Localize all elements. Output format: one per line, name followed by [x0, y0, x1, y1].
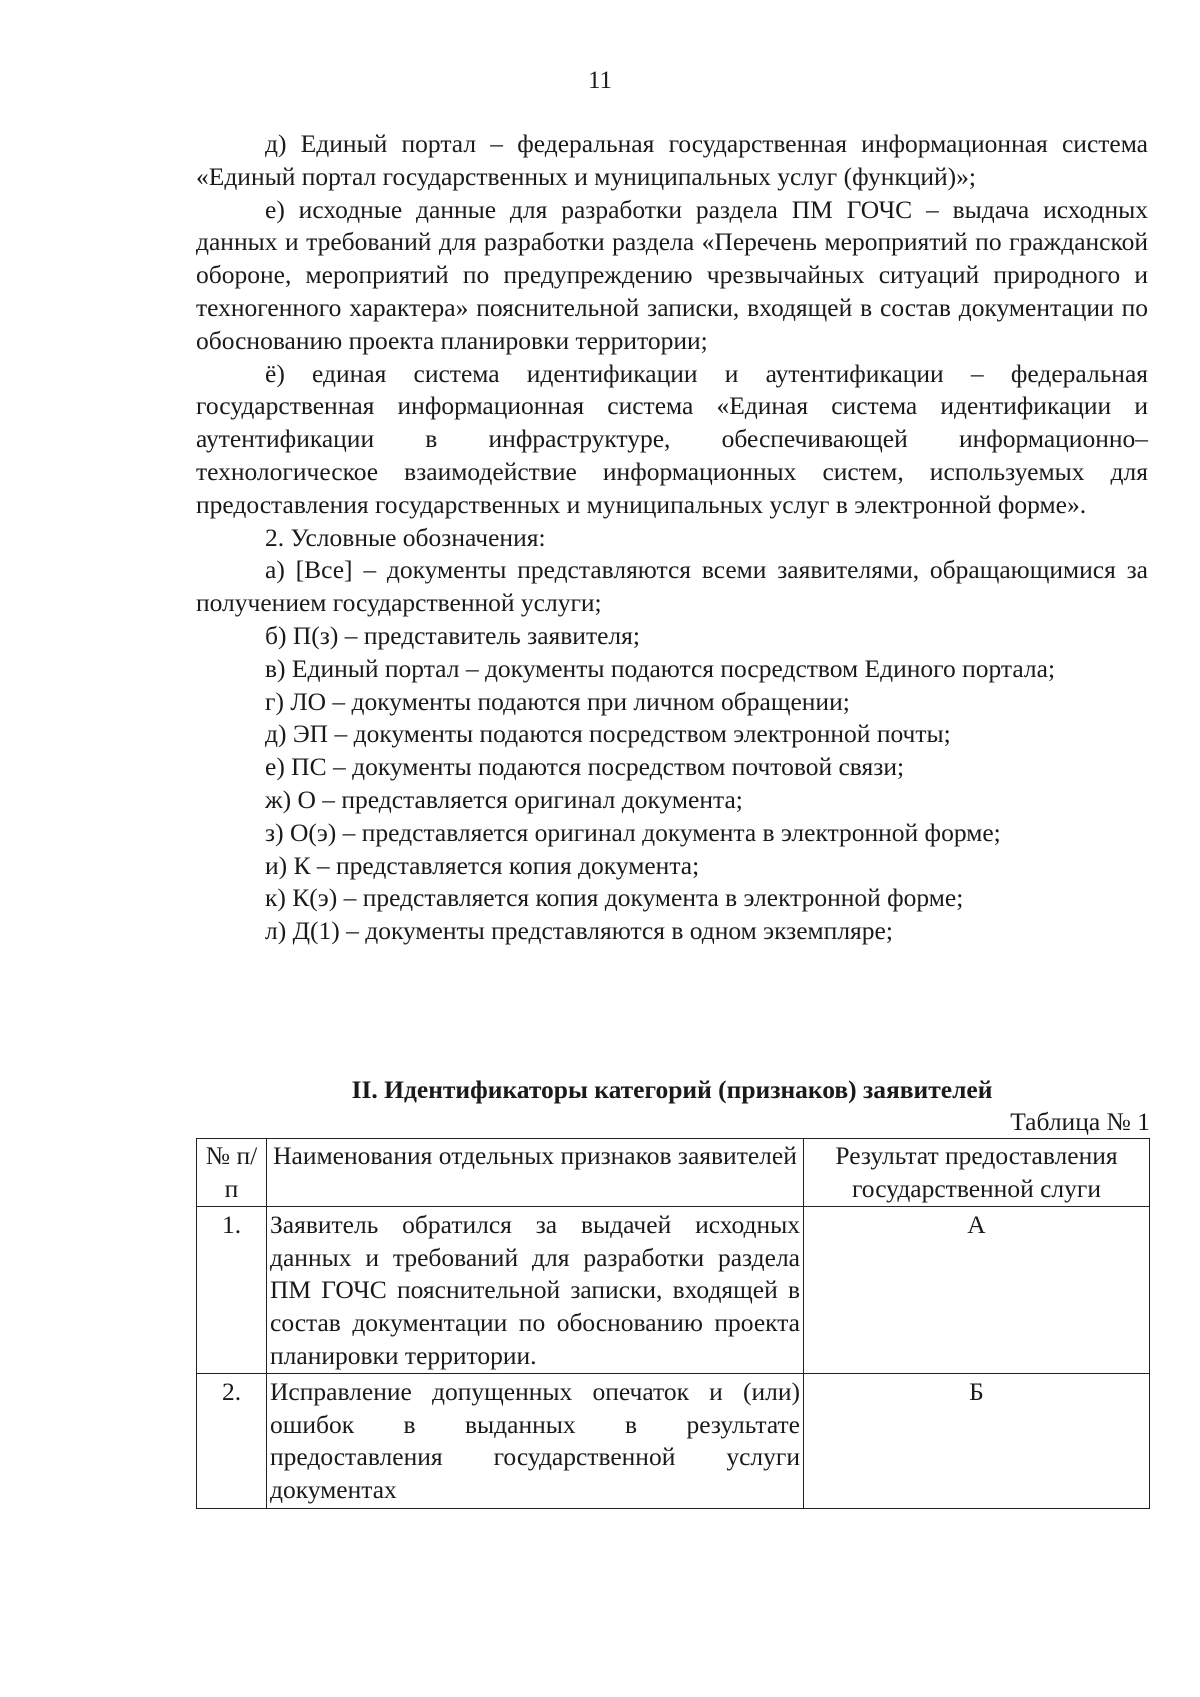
- paragraph-legend-i: и) К – представляется копия документа;: [265, 850, 700, 880]
- table-row: [197, 1374, 1150, 1508]
- paragraph-legend-g: г) ЛО – документы подаются при личном обращении;: [265, 686, 850, 716]
- paragraph-legend-zh: ж) О – представляется оригинал документа;: [265, 784, 743, 814]
- paragraph-legend-l: л) Д(1) – документы представляются в одном экземпляре;: [265, 916, 893, 946]
- row-attribute: Исправление допущенных опечаток и (или) ошибок в выданных в результате предоставления государственной услуги документах: [267, 1374, 804, 1508]
- section-title: II. Идентификаторы категорий (признаков) заявителей: [351, 1075, 993, 1104]
- paragraph-definition-d: д) Единый портал – федеральная государственная информационная система «Единый портал государственных и муниципальных услуг (функций)»;: [196, 129, 1148, 191]
- paragraph-legend-b: б) П(з) – представитель заявителя;: [265, 620, 640, 650]
- row-number: 1.: [197, 1207, 267, 1374]
- paragraph-legend-z: з) О(э) – представляется оригинал документа в электронной форме;: [265, 817, 1001, 847]
- paragraph-legend-k: к) К(э) – представляется копия документа в электронной форме;: [265, 883, 964, 913]
- row-attribute: Заявитель обратился за выдачей исходных данных и требований для разработки раздела ПМ ГОЧС пояснительной записки, входящей в состав документации по обоснованию проекта планировки территории.: [267, 1207, 804, 1374]
- table-row: [197, 1207, 1150, 1374]
- applicant-categories-table: [196, 1138, 1150, 1509]
- paragraph-definition-yo: ё) единая система идентификации и аутентификации – федеральная государственная информационная система «Единая система идентификации и аутентификации в инфраструктуре, обеспечивающей информационно–технологическое взаимодействие информационных систем, используемых для предоставления государственных и муниципальных услуг в электронной форме».: [196, 358, 1148, 519]
- header-result: Результат предоставления государственной слуги: [804, 1139, 1150, 1207]
- paragraph-legend-v: в) Единый портал – документы подаются посредством Единого портала;: [265, 653, 1056, 683]
- paragraph-legend-d: д) ЭП – документы подаются посредством электронной почты;: [265, 719, 951, 749]
- header-attribute: Наименования отдельных признаков заявителей: [267, 1139, 804, 1207]
- paragraph-legend-a: а) [Все] – документы представляются всеми заявителями, обращающимися за получением государственной услуги;: [196, 555, 1148, 618]
- paragraph-definition-e: е) исходные данные для разработки раздела ПМ ГОЧС – выдача исходных данных и требований для разработки раздела «Перечень мероприятий по гражданской обороне, мероприятий по предупреждению чрезвычайных ситуаций природного и техногенного характера» пояснительной записки, входящей в состав документации по обоснованию проекта планировки территории;: [196, 194, 1148, 355]
- row-result: А: [804, 1207, 1150, 1374]
- row-number: 2.: [197, 1374, 267, 1508]
- page-number: 11: [587, 67, 613, 94]
- paragraph-legend-heading: 2. Условные обозначения:: [265, 522, 546, 552]
- header-number: № п/п: [197, 1139, 267, 1207]
- row-result: Б: [804, 1374, 1150, 1508]
- table-header-row: [197, 1139, 1150, 1207]
- table-caption: Таблица № 1: [1010, 1107, 1150, 1136]
- body-text: [196, 128, 1148, 948]
- paragraph-legend-e: е) ПС – документы подаются посредством почтовой связи;: [265, 752, 905, 782]
